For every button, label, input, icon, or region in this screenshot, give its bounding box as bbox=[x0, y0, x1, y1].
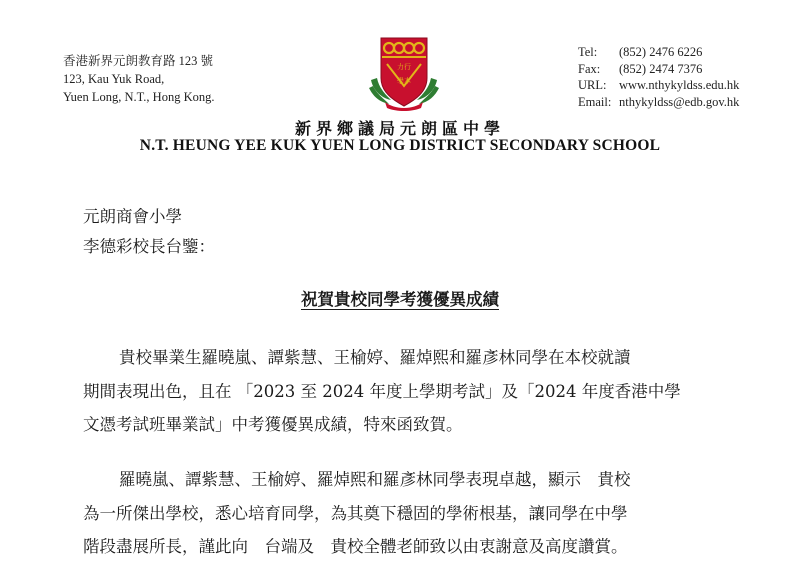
school-crest-logo bbox=[367, 34, 441, 112]
school-contact-info bbox=[578, 44, 739, 110]
contact-url: URL: www.nthykyldss.edu.hk bbox=[578, 78, 740, 92]
paragraph-1-line: 貴校畢業生羅曉嵐、譚紫慧、王榆婷、羅焯熙和羅彥林同學在本校就讀 bbox=[119, 348, 631, 367]
contact-fax: Fax: (852) 2474 7376 bbox=[578, 61, 703, 76]
school-name-zh: 新界鄉議局元朗區中學 bbox=[294, 119, 505, 138]
paragraph-1 bbox=[83, 341, 743, 442]
paragraph-2-line: 羅曉嵐、譚紫慧、王榆婷、羅焯熙和羅彥林同學表現卓越，顯示 貴校 bbox=[119, 470, 631, 489]
logo-motto-bottom: 學本 bbox=[397, 77, 411, 85]
paragraph-1-line: 文憑考試班畢業試」中考獲優異成績，特來函致賀。 bbox=[83, 415, 463, 434]
letter-subject bbox=[0, 286, 800, 310]
contact-tel: Tel: (852) 2476 6226 bbox=[578, 45, 703, 59]
address-zh: 香港新界元朗教育路 123 號 bbox=[63, 54, 214, 68]
address-line3: Yuen Long, N.T., Hong Kong. bbox=[63, 90, 215, 104]
school-name-en: N.T. HEUNG YEE KUK YUEN LONG DISTRICT SECONDARY SCHOOL bbox=[139, 137, 661, 154]
paragraph-2-line: 為一所傑出學校，悉心培育同學，為其奠下穩固的學術根基，讓同學在中學 bbox=[83, 503, 628, 523]
school-email-link[interactable]: nthykyldss@edb.gov.hk bbox=[619, 94, 740, 109]
address-line2: 123, Kau Yuk Road, bbox=[63, 72, 165, 86]
recipient-person: 李德彩校長台鑒： bbox=[83, 237, 215, 256]
recipient-block bbox=[83, 202, 215, 262]
logo-motto-top: 力行 bbox=[397, 63, 411, 71]
paragraph-1-line: 期間表現出色，且在 「2023 至 2024 年度上學期考試」及「2024 年度香港中學 bbox=[83, 381, 681, 401]
school-address bbox=[63, 52, 215, 106]
paragraph-2-line: 階段盡展所長，謹此向 台端及 貴校全體老師致以由衷謝意及高度讚賞。 bbox=[83, 537, 628, 556]
letter-subject-text: 祝賀貴校同學考獲優異成績 bbox=[301, 290, 499, 309]
paragraph-2 bbox=[83, 463, 743, 564]
contact-email: Email: nthykyldss@edb.gov.hk bbox=[578, 94, 740, 109]
recipient-org: 元朗商會小學 bbox=[83, 207, 182, 226]
school-url-link[interactable]: www.nthykyldss.edu.hk bbox=[619, 78, 740, 92]
